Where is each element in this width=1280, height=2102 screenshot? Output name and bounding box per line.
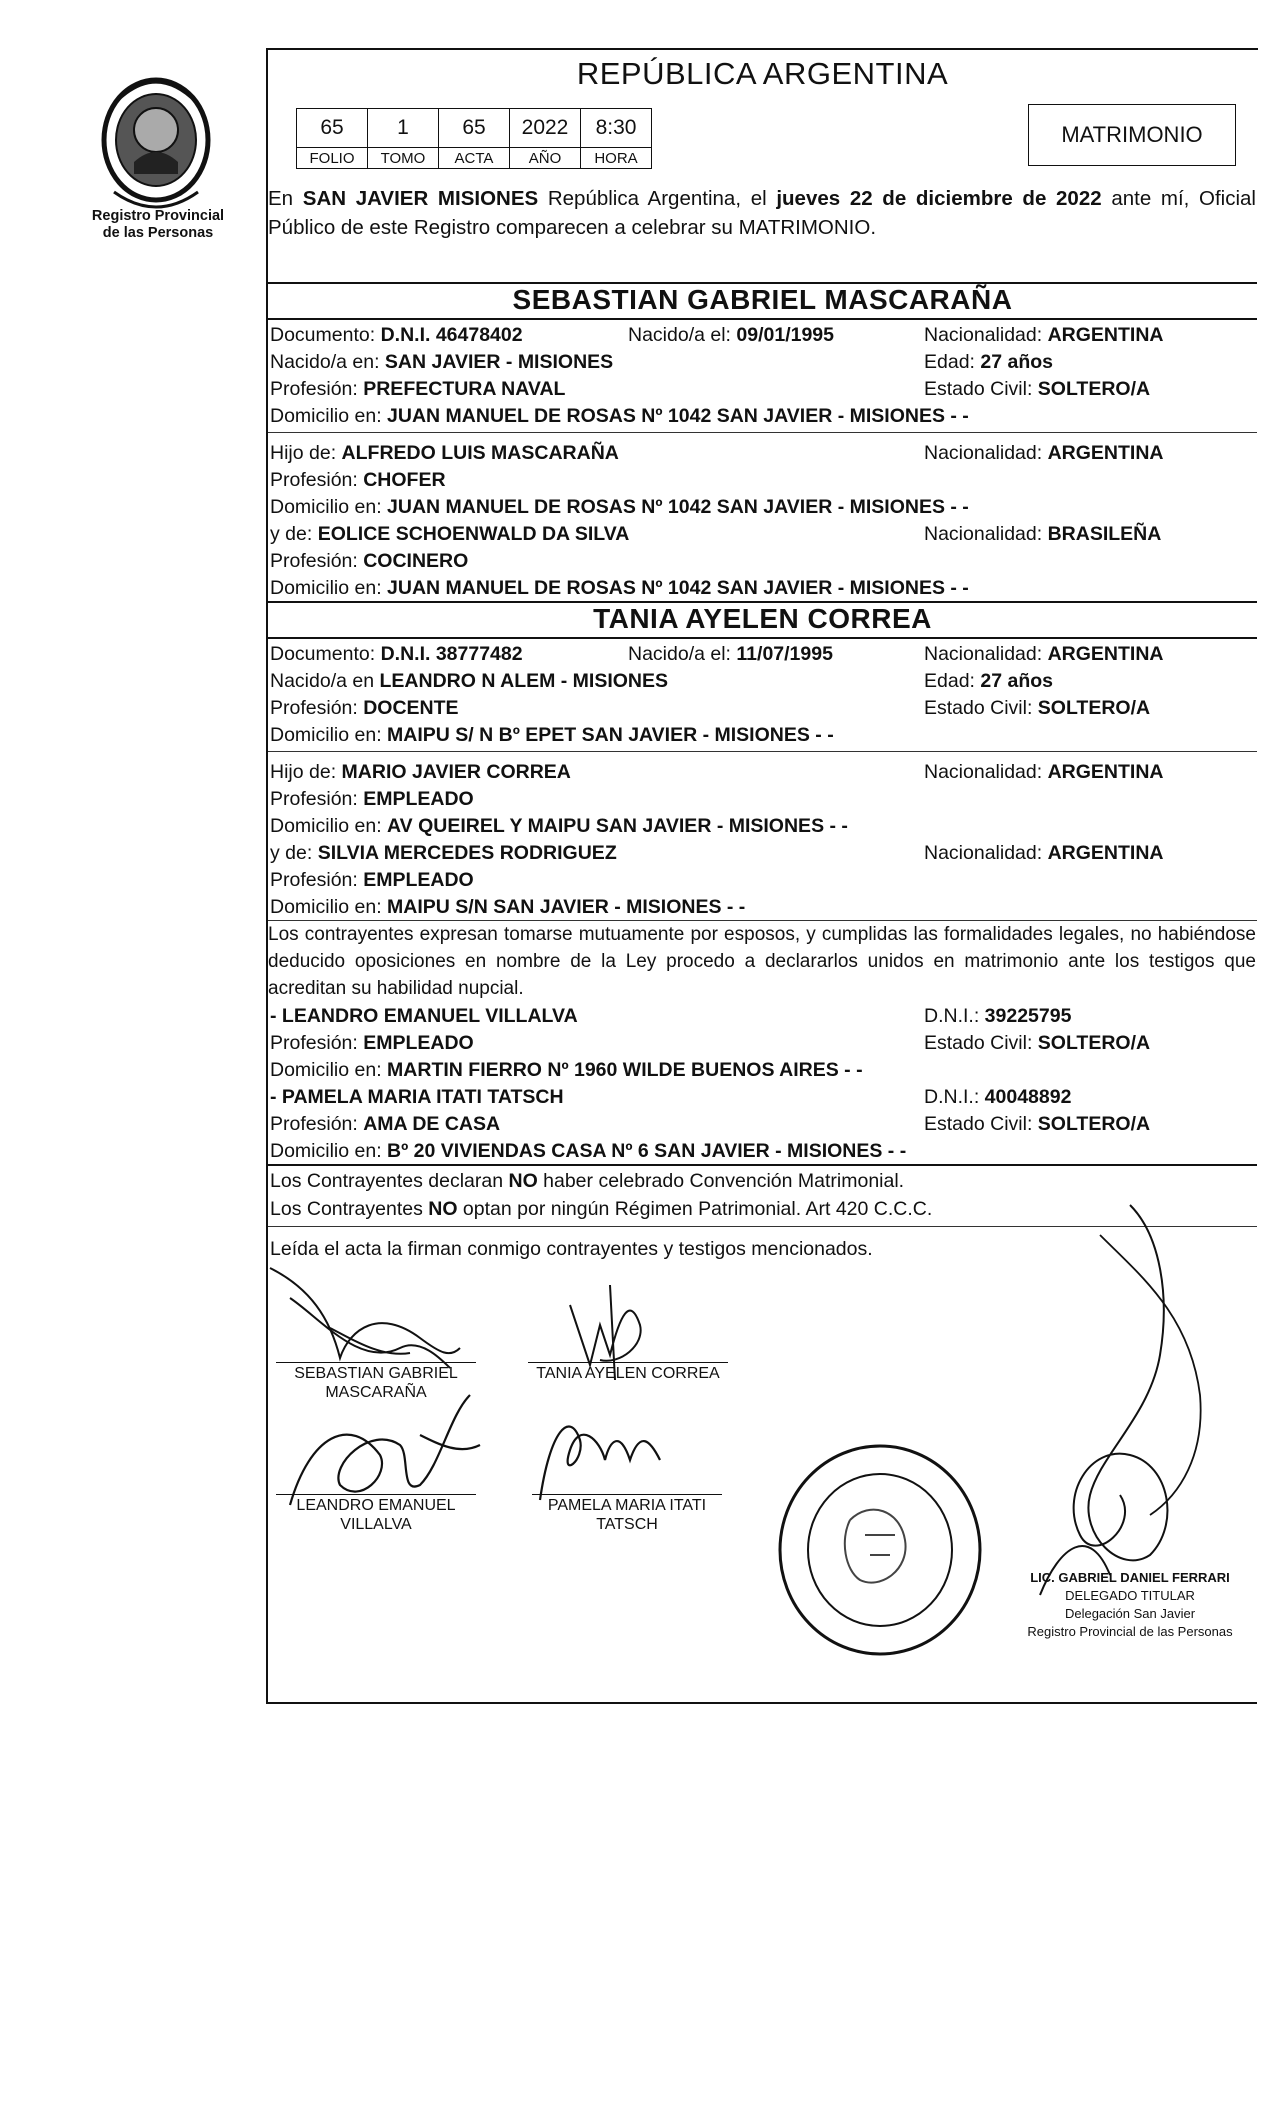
spouse2-profession: Profesión: DOCENTE bbox=[270, 697, 459, 719]
spouse1-profession: Profesión: PREFECTURA NAVAL bbox=[270, 378, 566, 400]
frame-bottom-line bbox=[266, 1702, 1257, 1704]
official-registry: Registro Provincial de las Personas bbox=[1027, 1624, 1233, 1639]
signature-line bbox=[528, 1362, 728, 1363]
registry-stamp bbox=[770, 1440, 990, 1660]
caption-line: TATSCH bbox=[596, 1516, 658, 1533]
spouse1-nationality: Nacionalidad: ARGENTINA bbox=[924, 324, 1164, 346]
spouse1-mother: y de: EOLICE SCHOENWALD DA SILVA bbox=[270, 523, 630, 545]
official-office: Delegación San Javier bbox=[1064, 1606, 1196, 1621]
spouse1-document: Documento: D.N.I. 46478402 bbox=[270, 324, 523, 346]
intro-text-1: En bbox=[268, 187, 303, 210]
spouse1-father-nationality: Nacionalidad: ARGENTINA bbox=[924, 442, 1164, 464]
official-signature-block bbox=[1010, 1569, 1250, 1641]
caption-line: SEBASTIAN GABRIEL bbox=[294, 1365, 458, 1382]
logo-caption-line2: de las Personas bbox=[102, 225, 214, 241]
spouse2-birthdate: Nacido/a el: 11/07/1995 bbox=[628, 643, 833, 665]
spouse1-father-profession: Profesión: CHOFER bbox=[270, 469, 446, 491]
logo-caption bbox=[78, 208, 238, 242]
signature-pamela-caption bbox=[532, 1496, 722, 1534]
folio-label: FOLIO bbox=[297, 148, 368, 169]
witness2-dni: D.N.I.: 40048892 bbox=[924, 1086, 1072, 1108]
folio-value: 65 bbox=[297, 109, 368, 148]
spouse2-address: Domicilio en: MAIPU S/ N Bº EPET SAN JAVIER - MISIONES - - bbox=[270, 724, 834, 746]
spouse2-nationality: Nacionalidad: ARGENTINA bbox=[924, 643, 1164, 665]
caption-line: TANIA AYELEN CORREA bbox=[536, 1365, 720, 1382]
spouse1-mother-profession: Profesión: COCINERO bbox=[270, 550, 469, 572]
spouse1-birthdate: Nacido/a el: 09/01/1995 bbox=[628, 324, 835, 346]
year-value: 2022 bbox=[510, 109, 581, 148]
signature-line bbox=[532, 1494, 722, 1495]
hour-value: 8:30 bbox=[581, 109, 652, 148]
no-regime-statement: Los Contrayentes NO optan por ningún Régimen Patrimonial. Art 420 C.C.C. bbox=[270, 1198, 933, 1220]
spouse1-mother-nationality: Nacionalidad: BRASILEÑA bbox=[924, 523, 1162, 545]
caption-line: LEANDRO EMANUEL bbox=[296, 1497, 456, 1514]
intro-place: SAN JAVIER MISIONES bbox=[302, 187, 539, 210]
spouse2-father-address: Domicilio en: AV QUEIREL Y MAIPU SAN JAVIER - MISIONES - - bbox=[270, 815, 848, 837]
official-name: LIC. GABRIEL DANIEL FERRARI bbox=[1030, 1570, 1230, 1585]
spouse2-father-profession: Profesión: EMPLEADO bbox=[270, 788, 474, 810]
spouse1-address: Domicilio en: JUAN MANUEL DE ROSAS Nº 1042 SAN JAVIER - MISIONES - - bbox=[270, 405, 969, 427]
divider bbox=[268, 1164, 1257, 1166]
spouse1-civil-status: Estado Civil: SOLTERO/A bbox=[924, 378, 1151, 400]
caption-line: PAMELA MARIA ITATI bbox=[547, 1497, 707, 1514]
spouse1-name: SEBASTIAN GABRIEL MASCARAÑA bbox=[512, 284, 1013, 315]
caption-line: VILLALVA bbox=[340, 1516, 412, 1533]
coat-of-arms-seal bbox=[86, 62, 226, 222]
spouse2-age: Edad: 27 años bbox=[924, 670, 1054, 692]
spouse2-birthplace: Nacido/a en LEANDRO N ALEM - MISIONES bbox=[270, 670, 669, 692]
spouse2-document: Documento: D.N.I. 38777482 bbox=[270, 643, 523, 665]
witness1-civil-status: Estado Civil: SOLTERO/A bbox=[924, 1032, 1151, 1054]
spouse2-civil-status: Estado Civil: SOLTERO/A bbox=[924, 697, 1151, 719]
tomo-value: 1 bbox=[368, 109, 439, 148]
hour-label: HORA bbox=[581, 148, 652, 169]
acta-value: 65 bbox=[439, 109, 510, 148]
signature-leandro-caption bbox=[276, 1496, 476, 1534]
spouse2-father-nationality: Nacionalidad: ARGENTINA bbox=[924, 761, 1164, 783]
document-title: REPÚBLICA ARGENTINA bbox=[576, 56, 949, 91]
intro-date: jueves 22 de diciembre de 2022 bbox=[776, 187, 1102, 210]
signature-line bbox=[276, 1494, 476, 1495]
intro-paragraph bbox=[268, 184, 1256, 242]
witness1-address: Domicilio en: MARTIN FIERRO Nº 1960 WILDE BUENOS AIRES - - bbox=[270, 1059, 863, 1081]
spouse2-mother-nationality: Nacionalidad: ARGENTINA bbox=[924, 842, 1164, 864]
no-convention-statement: Los Contrayentes declaran NO haber celebrado Convención Matrimonial. bbox=[270, 1170, 905, 1192]
signature-line bbox=[276, 1362, 476, 1363]
spouse1-father: Hijo de: ALFREDO LUIS MASCARAÑA bbox=[270, 442, 619, 464]
year-label: AÑO bbox=[510, 148, 581, 169]
signature-tania-caption bbox=[528, 1364, 728, 1383]
witness2-address: Domicilio en: Bº 20 VIVIENDAS CASA Nº 6 SAN JAVIER - MISIONES - - bbox=[270, 1140, 907, 1162]
spouse2-mother-address: Domicilio en: MAIPU S/N SAN JAVIER - MISIONES - - bbox=[270, 896, 746, 918]
spouse2-father: Hijo de: MARIO JAVIER CORREA bbox=[270, 761, 571, 783]
spouse1-birthplace: Nacido/a en: SAN JAVIER - MISIONES bbox=[270, 351, 614, 373]
acta-label: ACTA bbox=[439, 148, 510, 169]
caption-line: MASCARAÑA bbox=[325, 1384, 427, 1401]
witness1-name: - LEANDRO EMANUEL VILLALVA bbox=[270, 1005, 578, 1027]
intro-text-3: ante mí, Oficial Público de este Registro comparecen a celebrar su MATRIMONIO. bbox=[268, 187, 1256, 239]
tomo-label: TOMO bbox=[368, 148, 439, 169]
witness2-civil-status: Estado Civil: SOLTERO/A bbox=[924, 1113, 1151, 1135]
spouse1-father-address: Domicilio en: JUAN MANUEL DE ROSAS Nº 1042 SAN JAVIER - MISIONES - - bbox=[270, 496, 969, 518]
intro-text-2: República Argentina, el bbox=[538, 187, 777, 210]
spouse2-name: TANIA AYELEN CORREA bbox=[593, 603, 932, 634]
logo-caption-line1: Registro Provincial bbox=[91, 208, 225, 224]
spouse2-mother-profession: Profesión: EMPLEADO bbox=[270, 869, 474, 891]
divider bbox=[268, 637, 1257, 639]
divider bbox=[268, 318, 1257, 320]
spouse1-mother-address: Domicilio en: JUAN MANUEL DE ROSAS Nº 1042 SAN JAVIER - MISIONES - - bbox=[270, 577, 969, 599]
witness2-name: - PAMELA MARIA ITATI TATSCH bbox=[270, 1086, 564, 1108]
record-type-label: MATRIMONIO bbox=[1061, 122, 1203, 147]
spouse2-mother: y de: SILVIA MERCEDES RODRIGUEZ bbox=[270, 842, 617, 864]
acta-reference-table bbox=[296, 108, 652, 169]
witness2-profession: Profesión: AMA DE CASA bbox=[270, 1113, 501, 1135]
closing-statement: Leída el acta la firman conmigo contrayentes y testigos mencionados. bbox=[270, 1238, 873, 1260]
divider bbox=[268, 751, 1257, 752]
divider bbox=[268, 432, 1257, 433]
declaration-paragraph: Los contrayentes expresan tomarse mutuamente por esposos, y cumplidas las formalidades legales, no habiéndose deducido oposiciones en nombre de la Ley procedo a declararlos unidos en matrimonio ante los testigos que acreditan su habilidad nupcial. bbox=[268, 924, 1256, 999]
record-type-box bbox=[1028, 104, 1236, 166]
witness1-profession: Profesión: EMPLEADO bbox=[270, 1032, 474, 1054]
witness1-dni: D.N.I.: 39225795 bbox=[924, 1005, 1072, 1027]
official-title: DELEGADO TITULAR bbox=[1065, 1588, 1195, 1603]
spouse1-age: Edad: 27 años bbox=[924, 351, 1054, 373]
